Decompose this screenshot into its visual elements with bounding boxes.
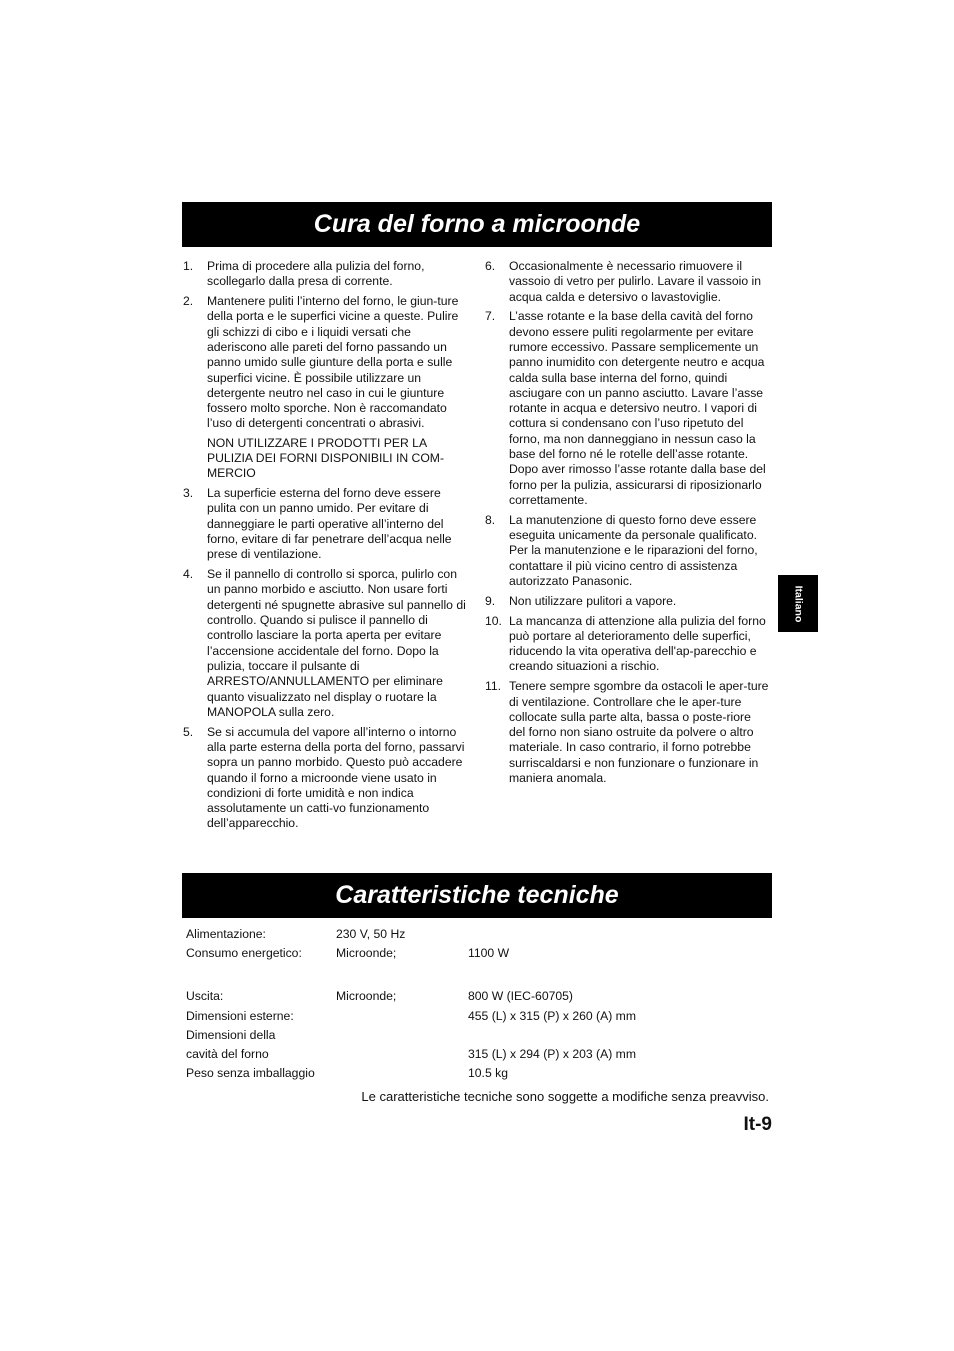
instruction-paragraph: L’asse rotante e la base della cavità del forno devono essere puliti regolarmente per evitare rumore eccessivo. Passare semplicemente un panno inumidito con detergente neutro e acqua calda sulla base interna del forno, quindi asciugare con un panno asciutto. Lavare l’asse rotante in acqua e detersivo neutro. I vapori di cottura si condensano con l’uso ripetuto del forno, ma non danneggiano in nessun caso la base del forno né le rotelle dell’asse rotante. Dopo aver rimosso l’asse rotante dalla base del forno per la pulizia, assicurarsi di riposizionarlo correttamente.: [509, 309, 766, 507]
instruction-paragraph: La manutenzione di questo forno deve essere eseguita unicamente da personale qualificato. Per la manutenzione e le riparazioni del forno, contattare il più vicino centro di assistenza autorizzato Panasonic.: [509, 512, 758, 588]
instruction-item: [183, 567, 469, 720]
instruction-number: 5.: [183, 724, 194, 739]
spec-value: [468, 925, 688, 944]
instruction-item: [485, 614, 770, 675]
spec-label: cavità del forno: [186, 1047, 269, 1062]
instruction-item: [485, 259, 770, 305]
instruction-paragraph: Se si accumula del vapore all’interno o intorno alla parte esterna della porta del forno, passarvi sopra un panno morbido. Questo può accadere quando il forno a microonde viene usato in condizioni di forte umidità e non indica assolutamente un catti-vo funzionamento dell’apparecchio.: [207, 724, 465, 831]
spec-subtype: [336, 1026, 468, 1045]
instruction-number: 9.: [485, 593, 496, 608]
spec-value: 455 (L) x 315 (P) x 260 (A) mm: [468, 1008, 636, 1023]
spec-subtype: 230 V, 50 Hz: [336, 927, 406, 941]
section-title-specs-text: Caratteristiche tecniche: [335, 881, 619, 909]
instruction-number: 7.: [485, 309, 496, 324]
instruction-item: [485, 594, 770, 609]
spec-value: [468, 1026, 688, 1045]
instruction-number: 6.: [485, 259, 496, 273]
spec-value: 1100 W: [468, 946, 510, 961]
spec-label: Alimentazione:: [186, 927, 266, 941]
instruction-paragraph: NON UTILIZZARE I PRODOTTI PER LA PULIZIA DEI FORNI DISPONIBILI IN COM-MERCIO: [207, 435, 445, 481]
instruction-paragraph: Se il pannello di controllo si sporca, pulirlo con un panno morbido e asciutto. Non usare forti detergenti né spugnette abrasive sul pannello di controllo. Quando si pulisce il pannello di controllo lasciare la porta aperta per evitare l’accensione accidentale del forno. Dopo la pulizia, toccare il pulsante di ARRESTO/ANNULLAMENTO per eliminare quanto visualizzato nel display o ruotare la MANOPOLA sulla zero.: [207, 567, 466, 719]
spec-row: [186, 944, 688, 963]
instruction-number: 4.: [183, 567, 194, 582]
instruction-number: 1.: [183, 259, 194, 273]
section-title-care: [182, 202, 772, 247]
instruction-item: [183, 294, 469, 482]
instruction-text: [207, 725, 469, 832]
specs-footnote: Le caratteristiche tecniche sono soggette a modifiche senza preavviso.: [361, 1089, 769, 1104]
spec-row: [186, 963, 688, 987]
care-instructions-left-column: [183, 259, 469, 836]
spec-subtype: [336, 1045, 468, 1064]
instruction-number: 8.: [485, 512, 496, 527]
instruction-text: [207, 294, 469, 482]
instruction-item: [183, 725, 469, 832]
instruction-text: [207, 486, 469, 562]
spec-label: Uscita:: [186, 989, 224, 1004]
instruction-text: [509, 614, 770, 675]
spec-value: 10.5 kg: [468, 1066, 508, 1081]
spec-value: 800 W (IEC-60705): [468, 989, 573, 1004]
spec-row: [186, 1026, 688, 1045]
instruction-number: 11.: [485, 679, 502, 694]
instruction-paragraph: Occasionalmente è necessario rimuovere il vassoio di vetro per pulirlo. Lavare il vassoio in acqua calda e detersivo o lavastoviglie.: [509, 259, 761, 304]
section-title-specs: [182, 873, 772, 918]
spec-row: [186, 925, 688, 944]
instruction-paragraph: Tenere sempre sgombre da ostacoli le aper-ture di ventilazione. Controllare che le aper-ture collocate sulla parte alta, bassa o poste-riore del forno non siano ostruite da polvere o altro materiale. In caso contrario, il forno potrebbe surriscaldarsi e non funzionare o funzionare in maniera anomala.: [509, 679, 769, 785]
page-number: It-9: [743, 1114, 772, 1135]
instruction-paragraph: Prima di procedere alla pulizia del forno, scollegarlo dalla presa di corrente.: [207, 259, 425, 289]
spec-label: Dimensioni della: [186, 1027, 276, 1042]
spec-label: Peso senza imballaggio: [186, 1066, 315, 1081]
language-tab-label: Italiano: [791, 585, 804, 622]
spec-subtype: [336, 1007, 468, 1026]
instruction-number: 3.: [183, 486, 194, 501]
spec-subtype: Microonde;: [336, 946, 397, 961]
specifications-table: [186, 925, 688, 1083]
spec-value: 315 (L) x 294 (P) x 203 (A) mm: [468, 1047, 636, 1062]
language-tab: [778, 575, 818, 632]
spec-row: [186, 1045, 688, 1064]
spec-row: [186, 1007, 688, 1026]
instruction-text: [509, 679, 770, 786]
instruction-text: [509, 594, 770, 609]
spec-row: [186, 1064, 688, 1083]
instruction-text: [207, 259, 469, 290]
instruction-text: [509, 259, 770, 305]
spec-subtype: Microonde;: [336, 989, 397, 1004]
spec-row: [186, 987, 688, 1006]
instruction-paragraph: La superficie esterna del forno deve essere pulita con un panno umido. Per evitare di danneggiare le parti operative all’interno del forno, evitare di far penetrare dell’acqua nelle prese di ventilazione.: [207, 486, 452, 562]
instruction-number: 10.: [485, 613, 502, 628]
instruction-text: [509, 513, 770, 589]
spec-label: Consumo energetico:: [186, 946, 302, 961]
spec-label: Dimensioni esterne:: [186, 1008, 294, 1023]
instruction-paragraph: Non utilizzare pulitori a vapore.: [509, 593, 677, 608]
instruction-number: 2.: [183, 294, 194, 309]
instruction-item: [183, 259, 469, 290]
instruction-item: [183, 486, 469, 562]
instruction-item: [485, 513, 770, 589]
instruction-text: [509, 309, 770, 508]
care-instructions-right-column: [485, 259, 770, 791]
instruction-paragraph: Mantenere puliti l’interno del forno, le giun-ture della porta e le superfici vicine a queste. Pulire gli schizzi di cibo e i liquidi versati che aderiscono alle pareti del forno passando un panno umido sulle giunture della porta e sulle superfici vicine. È possibile utilizzare un detergente neutro nel caso in cui le giunture fossero molto sporche. Non è raccomandato l’uso di detergenti concentrati o abrasivi.: [207, 294, 459, 431]
instruction-item: [485, 309, 770, 508]
instruction-item: [485, 679, 770, 786]
instruction-paragraph: La mancanza di attenzione alla pulizia del forno può portare al deterioramento delle superfici, riducendo la vita operativa dell'ap-parecchio e creando situazioni a rischio.: [509, 613, 766, 674]
instruction-text: [207, 567, 469, 720]
spec-subtype: [336, 1064, 468, 1083]
section-title-care-text: Cura del forno a microonde: [313, 210, 641, 238]
